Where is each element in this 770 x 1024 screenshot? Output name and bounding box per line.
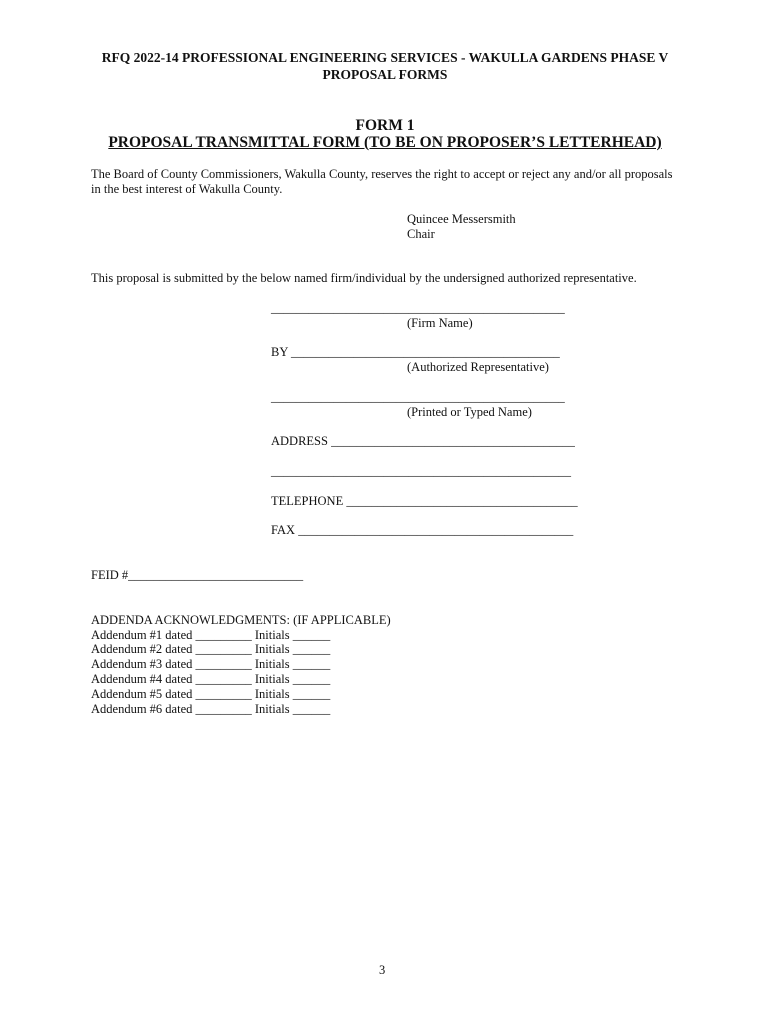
header-line-2: PROPOSAL FORMS [322,67,448,82]
board-statement-line-1: The Board of County Commissioners, Wakulla County, reserves the right to accept or reject any and/or all proposals [91,167,673,181]
firm-name-caption: (Firm Name) [407,316,473,330]
submission-statement: This proposal is submitted by the below named firm/individual by the undersigned authorized representative. [91,271,637,285]
address-field[interactable]: ADDRESS _______________________________________ [271,434,575,448]
header-line-1: RFQ 2022-14 PROFESSIONAL ENGINEERING SERVICES - WAKULLA GARDENS PHASE V [101,50,669,65]
printed-name-caption: (Printed or Typed Name) [407,405,532,419]
addendum-row[interactable]: Addendum #6 dated _________ Initials ______ [91,702,331,716]
form-title: PROPOSAL TRANSMITTAL FORM (TO BE ON PROPOSER’S LETTERHEAD) [108,134,662,151]
signatory-title: Chair [407,227,435,241]
authorized-representative-caption: (Authorized Representative) [407,360,549,374]
feid-field[interactable]: FEID #____________________________ [91,568,304,582]
addendum-row[interactable]: Addendum #4 dated _________ Initials ______ [91,672,331,686]
addenda-heading: ADDENDA ACKNOWLEDGMENTS: (IF APPLICABLE) [91,613,391,627]
fax-field[interactable]: FAX ____________________________________________ [271,523,574,537]
address-field-line-2[interactable]: ________________________________________________ [271,464,571,478]
printed-name-field[interactable]: _______________________________________________ [271,390,565,404]
firm-name-field[interactable]: _______________________________________________ [271,301,565,315]
addendum-row[interactable]: Addendum #2 dated _________ Initials ______ [91,642,331,656]
board-statement-line-2: in the best interest of Wakulla County. [91,182,283,196]
addendum-row[interactable]: Addendum #3 dated _________ Initials ______ [91,657,331,671]
form-number: FORM 1 [355,117,415,134]
addendum-row[interactable]: Addendum #5 dated _________ Initials ______ [91,687,331,701]
telephone-field[interactable]: TELEPHONE _____________________________________ [271,494,578,508]
addendum-row[interactable]: Addendum #1 dated _________ Initials ______ [91,628,331,642]
authorized-representative-field[interactable]: BY ___________________________________________ [271,345,560,359]
page-number: 3 [379,963,386,977]
signatory-name: Quincee Messersmith [407,212,516,226]
